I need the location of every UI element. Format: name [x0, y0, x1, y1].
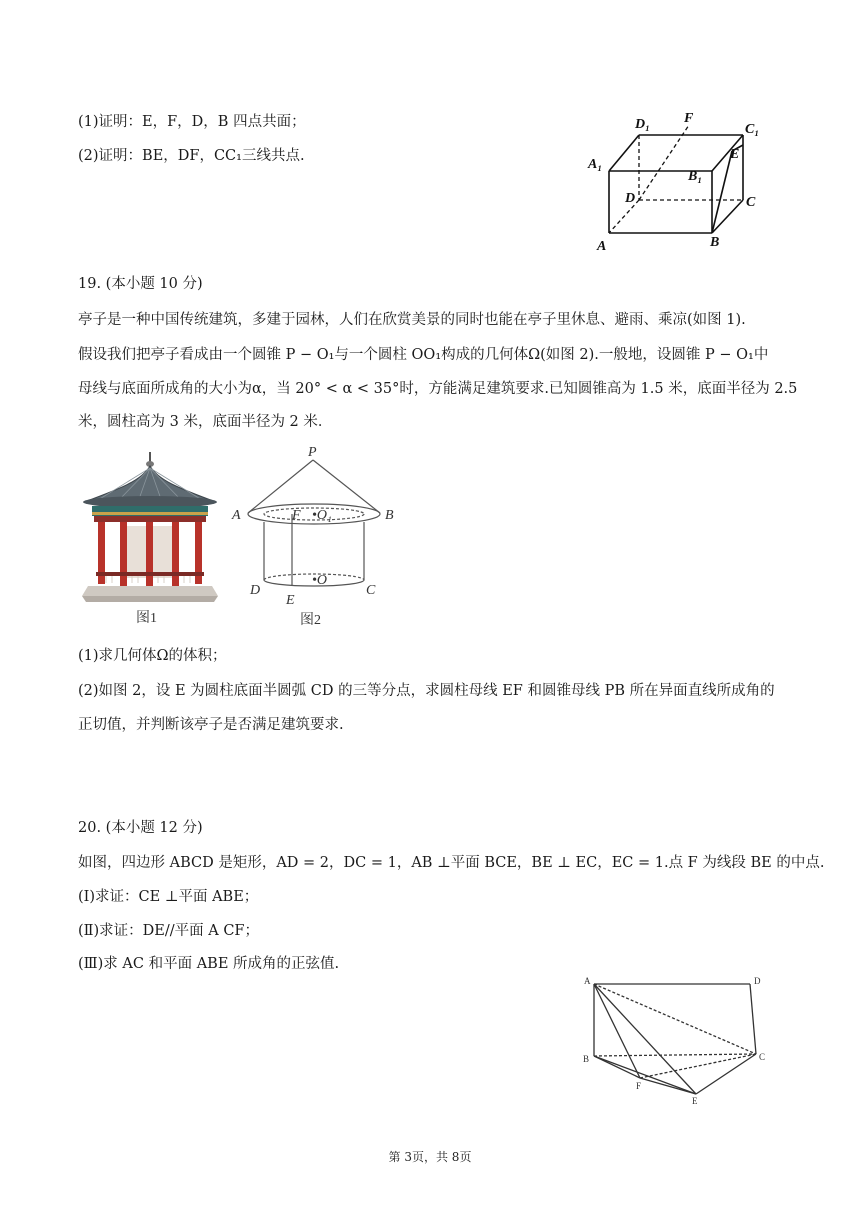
q20-part2: (Ⅱ)求证：DE//平面 A CF；: [78, 923, 259, 939]
label-C1: C₁: [745, 122, 760, 137]
fig2-label-B: B: [385, 508, 394, 523]
fig2-label-O1: •O₁: [312, 508, 332, 523]
q20-label-C: C: [759, 1052, 766, 1062]
q19-header: 19. (本小题 10 分): [78, 276, 203, 292]
label-D: D: [625, 191, 636, 206]
label-D1: D₁: [635, 117, 650, 132]
q20-label-F: F: [636, 1081, 642, 1091]
q19-part2-line-1: (2)如图 2，设 E 为圆柱底面半圆弧 CD 的三等分点，求圆柱母线 EF 和圆锥母线 PB 所在异面直线所成角的: [78, 683, 775, 699]
q19-part1: (1)求几何体Ω的体积；: [78, 648, 227, 664]
fig2-label-D: D: [250, 583, 261, 598]
fig2-label-A: A: [232, 508, 241, 523]
fig2-label-F: F: [292, 508, 301, 523]
cone-cylinder-figure: [228, 440, 413, 632]
q19-body-line-2: 假设我们把亭子看成由一个圆锥 P − O₁与一个圆柱 OO₁构成的几何体Ω(如图 2).一般地，设圆锥 P − O₁中: [78, 347, 769, 363]
q20-header: 20. (本小题 12 分): [78, 820, 203, 836]
label-F: F: [684, 111, 694, 126]
q19-body-line-4: 米，圆柱高为 3 米，底面半径为 2 米．: [78, 414, 333, 430]
q20-part1: (Ⅰ)求证：CE ⊥平面 ABE；: [78, 889, 259, 905]
q20-figure: [578, 972, 773, 1108]
q19-body-line-3: 母线与底面所成角的大小为α，当 20° < α < 35°时，方能满足建筑要求.已知圆锥高为 1.5 米，底面半径为 2.5: [78, 381, 798, 397]
pavilion-image: [78, 450, 223, 630]
fig2-caption: 图2: [300, 613, 321, 628]
q18-part2: (2)证明：BE，DF，CC₁三线共点.: [78, 148, 305, 164]
q20-part3: (Ⅲ)求 AC 和平面 ABE 所成角的正弦值.: [78, 956, 340, 972]
fig1-caption: 图1: [136, 611, 157, 626]
q18-cube-figure: [585, 108, 765, 256]
label-C: C: [746, 195, 756, 210]
label-E: E: [730, 147, 740, 162]
q20-label-B: B: [583, 1054, 590, 1064]
fig2-label-O: •O: [312, 573, 328, 588]
label-A1: A₁: [588, 157, 603, 172]
q18-part1: (1)证明：E，F，D，B 四点共面；: [78, 114, 306, 130]
label-B: B: [710, 235, 720, 250]
fig2-label-C: C: [366, 583, 376, 598]
q19-body-line-1: 亭子是一种中国传统建筑，多建于园林，人们在欣赏美景的同时也能在亭子里休息、避雨、乘凉(如图 1).: [78, 312, 746, 328]
fig2-label-E: E: [286, 593, 295, 608]
q20-label-A: A: [584, 976, 591, 986]
q20-label-E: E: [692, 1096, 698, 1106]
q19-part2-line-2: 正切值，并判断该亭子是否满足建筑要求.: [78, 717, 344, 733]
label-A: A: [597, 239, 607, 254]
q20-body: 如图，四边形 ABCD 是矩形，AD = 2，DC = 1，AB ⊥平面 BCE，BE ⊥ EC，EC = 1.点 F 为线段 BE 的中点.: [78, 855, 825, 871]
fig2-label-P: P: [308, 445, 317, 460]
q20-label-D: D: [754, 976, 761, 986]
page-footer: 第 3页，共 8页: [388, 1150, 472, 1164]
label-B1: B₁: [688, 169, 703, 184]
